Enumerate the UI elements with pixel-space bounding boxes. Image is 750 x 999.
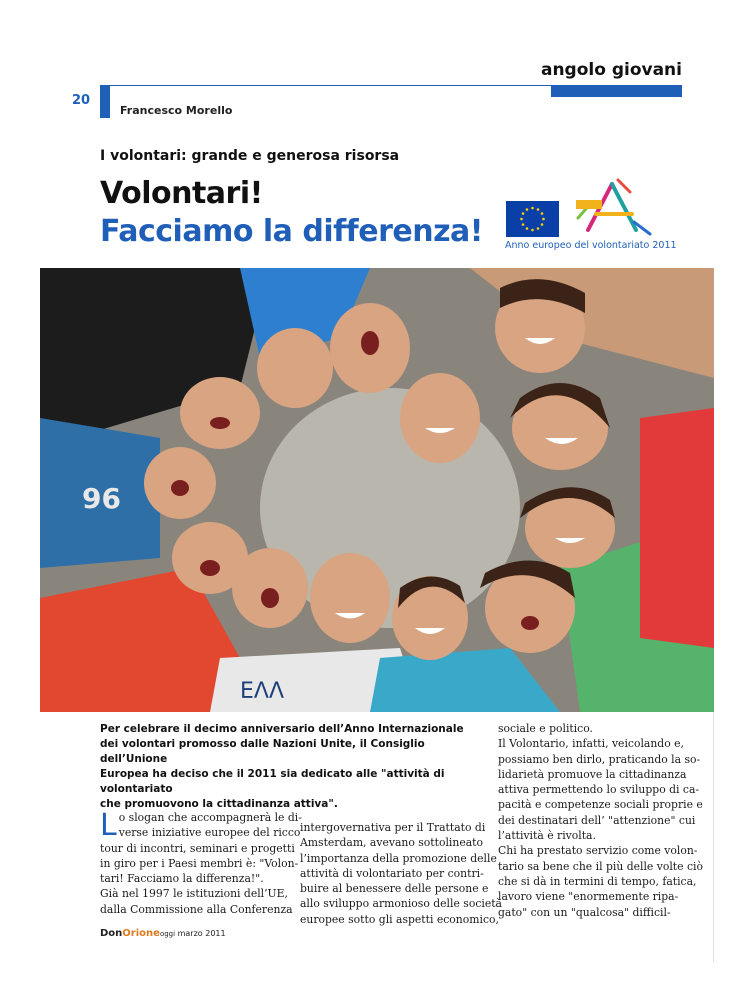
body-line: attiva permettendo lo sviluppo di ca- — [498, 783, 700, 797]
headline-title-line2: Facciamo la differenza! — [100, 214, 483, 249]
body-line: intergovernativa per il Trattato di — [300, 821, 486, 834]
body-line: allo sviluppo armonioso delle società — [300, 897, 502, 911]
body-line: dei destinatari dell’ "attenzione" cui — [498, 813, 696, 827]
footer-brand-orione: Orione — [122, 928, 160, 939]
body-line: tari! Facciamo la differenza!". — [100, 872, 264, 886]
kicker: I volontari: grande e generosa risorsa — [100, 148, 400, 164]
body-line: verse iniziative europee del ricco — [118, 826, 301, 840]
svg-text:96: 96 — [82, 482, 121, 515]
column-rule — [713, 712, 714, 962]
body-line: l’importanza della promozione delle — [300, 851, 497, 865]
body-line: tour di incontri, seminari e progetti — [100, 841, 295, 855]
body-line: pacità e competenze sociali proprie e — [498, 798, 703, 812]
body-line: lidarietà promuove la cittadinanza — [498, 767, 687, 781]
lead-line: Europea ha deciso che il 2011 sia dedicato alle "attività di volontariato — [100, 768, 445, 795]
body-line: possiamo ben dirlo, praticando la so- — [498, 752, 701, 766]
body-line: Amsterdam, avevano sottolineato — [300, 836, 484, 850]
body-line: Chi ha prestato servizio come volon- — [498, 844, 698, 858]
svg-text:ΕΛΛ: ΕΛΛ — [240, 679, 284, 704]
page-number: 20 — [72, 93, 91, 108]
group-photo — [40, 268, 714, 712]
volunteering-year-logo — [574, 178, 654, 238]
body-column-1 — [100, 808, 302, 917]
body-line: o slogan che accompagnerà le di- — [118, 811, 302, 824]
body-line: tario sa bene che il più delle volte ciò — [498, 859, 703, 873]
lead-paragraph — [100, 722, 485, 812]
body-line: dalla Commissione alla Conferenza — [100, 902, 293, 916]
body-line: che si dà in termini di tempo, fatica, — [498, 874, 697, 888]
author-name: Francesco Morello — [120, 104, 233, 117]
section-title: angolo giovani — [540, 60, 682, 80]
logo-caption: Anno europeo del volontariato 2011 — [505, 240, 677, 251]
footer-brand-oggi: oggi — [159, 930, 176, 938]
lead-line: Per celebrare il decimo anniversario dell’Anno Internazionale — [100, 723, 464, 735]
body-column-3 — [498, 721, 703, 920]
footer-brand-don: Don — [100, 928, 123, 939]
eu-flag-logo — [506, 201, 559, 237]
body-line: buire al benessere delle persone e — [300, 882, 489, 896]
body-line: Già nel 1997 le istituzioni dell’UE, — [100, 887, 288, 901]
body-line: l’attività è rivolta. — [498, 829, 596, 843]
body-line: europee sotto gli aspetti economico, — [300, 912, 499, 926]
body-line: Il Volontario, infatti, veicolando e, — [498, 737, 684, 751]
footer-brand — [100, 928, 226, 939]
body-line: gato" con un "qualcosa" difficil- — [498, 905, 671, 919]
drop-cap: L — [100, 808, 117, 843]
body-line: attività di volontariato per contri- — [300, 866, 484, 880]
headline-title-line1: Volontari! — [100, 176, 263, 211]
body-column-2 — [300, 820, 502, 927]
lead-line: dei volontari promosso dalle Nazioni Unite, il Consiglio dell’Unione — [100, 738, 425, 765]
lead-line: che promuovono la cittadinanza attiva". — [100, 798, 338, 810]
page-number-bar — [100, 86, 110, 118]
body-line: sociale e politico. — [498, 722, 593, 735]
body-line: lavoro viene "enormemente ripa- — [498, 890, 679, 904]
footer-date: marzo 2011 — [177, 929, 226, 938]
body-line: in giro per i Paesi membri è: "Volon- — [100, 856, 299, 870]
header-accent-bar — [551, 85, 682, 97]
